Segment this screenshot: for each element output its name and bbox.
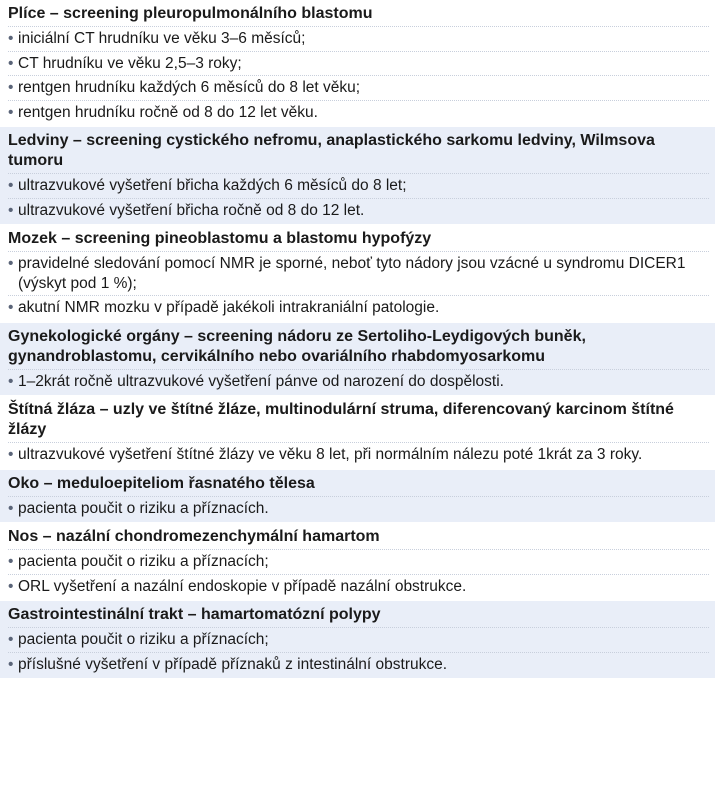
- bullet-icon: •: [8, 631, 14, 648]
- table-section: [0, 600, 715, 678]
- list-item: [8, 549, 709, 574]
- section-heading: Mozek – screening pineoblastomu a blastomu hypofýzy: [8, 230, 432, 247]
- list-item-text: iniciální CT hrudníku ve věku 3–6 měsíců;: [18, 30, 306, 47]
- table-section: [0, 224, 715, 322]
- table-section: [0, 395, 715, 469]
- section-heading: Nos – nazální chondromezenchymální hamartom: [8, 528, 380, 545]
- section-heading: Plíce – screening pleuropulmonálního blastomu: [8, 5, 373, 22]
- bullet-icon: •: [8, 103, 14, 121]
- section-heading: Gastrointestinální trakt – hamartomatózní polypy: [8, 606, 381, 623]
- list-item-text: ultrazvukové vyšetření břicha ročně od 8 do 12 let.: [18, 201, 365, 219]
- list-item-text: ORL vyšetření a nazální endoskopie v případě nazální obstrukce.: [18, 577, 467, 595]
- list-item: [8, 574, 709, 601]
- list-item-text: pacienta poučit o riziku a příznacích.: [18, 499, 269, 517]
- list-item: [8, 100, 709, 127]
- bullet-icon: •: [8, 79, 14, 96]
- list-item-text: pravidelné sledování pomocí NMR je sporné, neboť tyto nádory jsou vzácné u syndromu DICER1 (výskyt pod 1 %);: [18, 255, 686, 292]
- list-item: [8, 627, 709, 652]
- bullet-icon: •: [8, 201, 14, 219]
- list-item-text: pacienta poučit o riziku a příznacích;: [18, 631, 269, 648]
- list-item-text: ultrazvukové vyšetření štítné žlázy ve věku 8 let, při normálním nálezu poté 1krát za 3 roky.: [18, 446, 643, 463]
- list-item-text: CT hrudníku ve věku 2,5–3 roky;: [18, 54, 242, 72]
- list-item: [8, 496, 709, 523]
- section-heading: Štítná žláza – uzly ve štítné žláze, multinodulární struma, diferencovaný karcinom štítné žlázy: [8, 401, 674, 438]
- bullet-icon: •: [8, 299, 14, 316]
- bullet-icon: •: [8, 553, 14, 570]
- bullet-icon: •: [8, 255, 14, 272]
- list-item-text: rentgen hrudníku každých 6 měsíců do 8 let věku;: [18, 79, 361, 96]
- list-item: [8, 251, 709, 295]
- list-item: [8, 198, 709, 225]
- table-section: [0, 126, 715, 224]
- bullet-icon: •: [8, 30, 14, 47]
- table-section: [0, 469, 715, 523]
- table-section: [0, 322, 715, 396]
- list-item: [8, 26, 709, 51]
- list-item-text: ultrazvukové vyšetření břicha každých 6 měsíců do 8 let;: [18, 177, 407, 194]
- list-item-text: akutní NMR mozku v případě jakékoli intrakraniální patologie.: [18, 299, 440, 316]
- bullet-icon: •: [8, 499, 14, 517]
- section-heading: Ledviny – screening cystického nefromu, anaplastického sarkomu ledviny, Wilmsova tumoru: [8, 132, 655, 169]
- list-item: [8, 369, 709, 396]
- list-item-text: 1–2krát ročně ultrazvukové vyšetření pánve od narození do dospělosti.: [18, 372, 504, 390]
- section-heading: Gynekologické orgány – screening nádoru ze Sertoliho-Leydigových buněk, gynandroblastomu, cervikálního nebo ovariálního rhabdomyosarkomu: [8, 327, 586, 365]
- bullet-icon: •: [8, 54, 14, 72]
- list-item-text: rentgen hrudníku ročně od 8 do 12 let věku.: [18, 103, 318, 121]
- bullet-icon: •: [8, 446, 14, 463]
- list-item: [8, 295, 709, 322]
- table-section: [0, 522, 715, 600]
- list-item: [8, 652, 709, 679]
- table-section: [0, 0, 715, 126]
- list-item: [8, 75, 709, 100]
- list-item: [8, 51, 709, 76]
- bullet-icon: •: [8, 577, 14, 595]
- bullet-icon: •: [8, 177, 14, 194]
- list-item-text: pacienta poučit o riziku a příznacích;: [18, 553, 269, 570]
- list-item: [8, 173, 709, 198]
- list-item: [8, 442, 709, 469]
- bullet-icon: •: [8, 372, 14, 390]
- section-heading: Oko – meduloepiteliom řasnatého tělesa: [8, 474, 315, 492]
- bullet-icon: •: [8, 655, 14, 673]
- list-item-text: příslušné vyšetření v případě příznaků z intestinální obstrukce.: [18, 655, 448, 673]
